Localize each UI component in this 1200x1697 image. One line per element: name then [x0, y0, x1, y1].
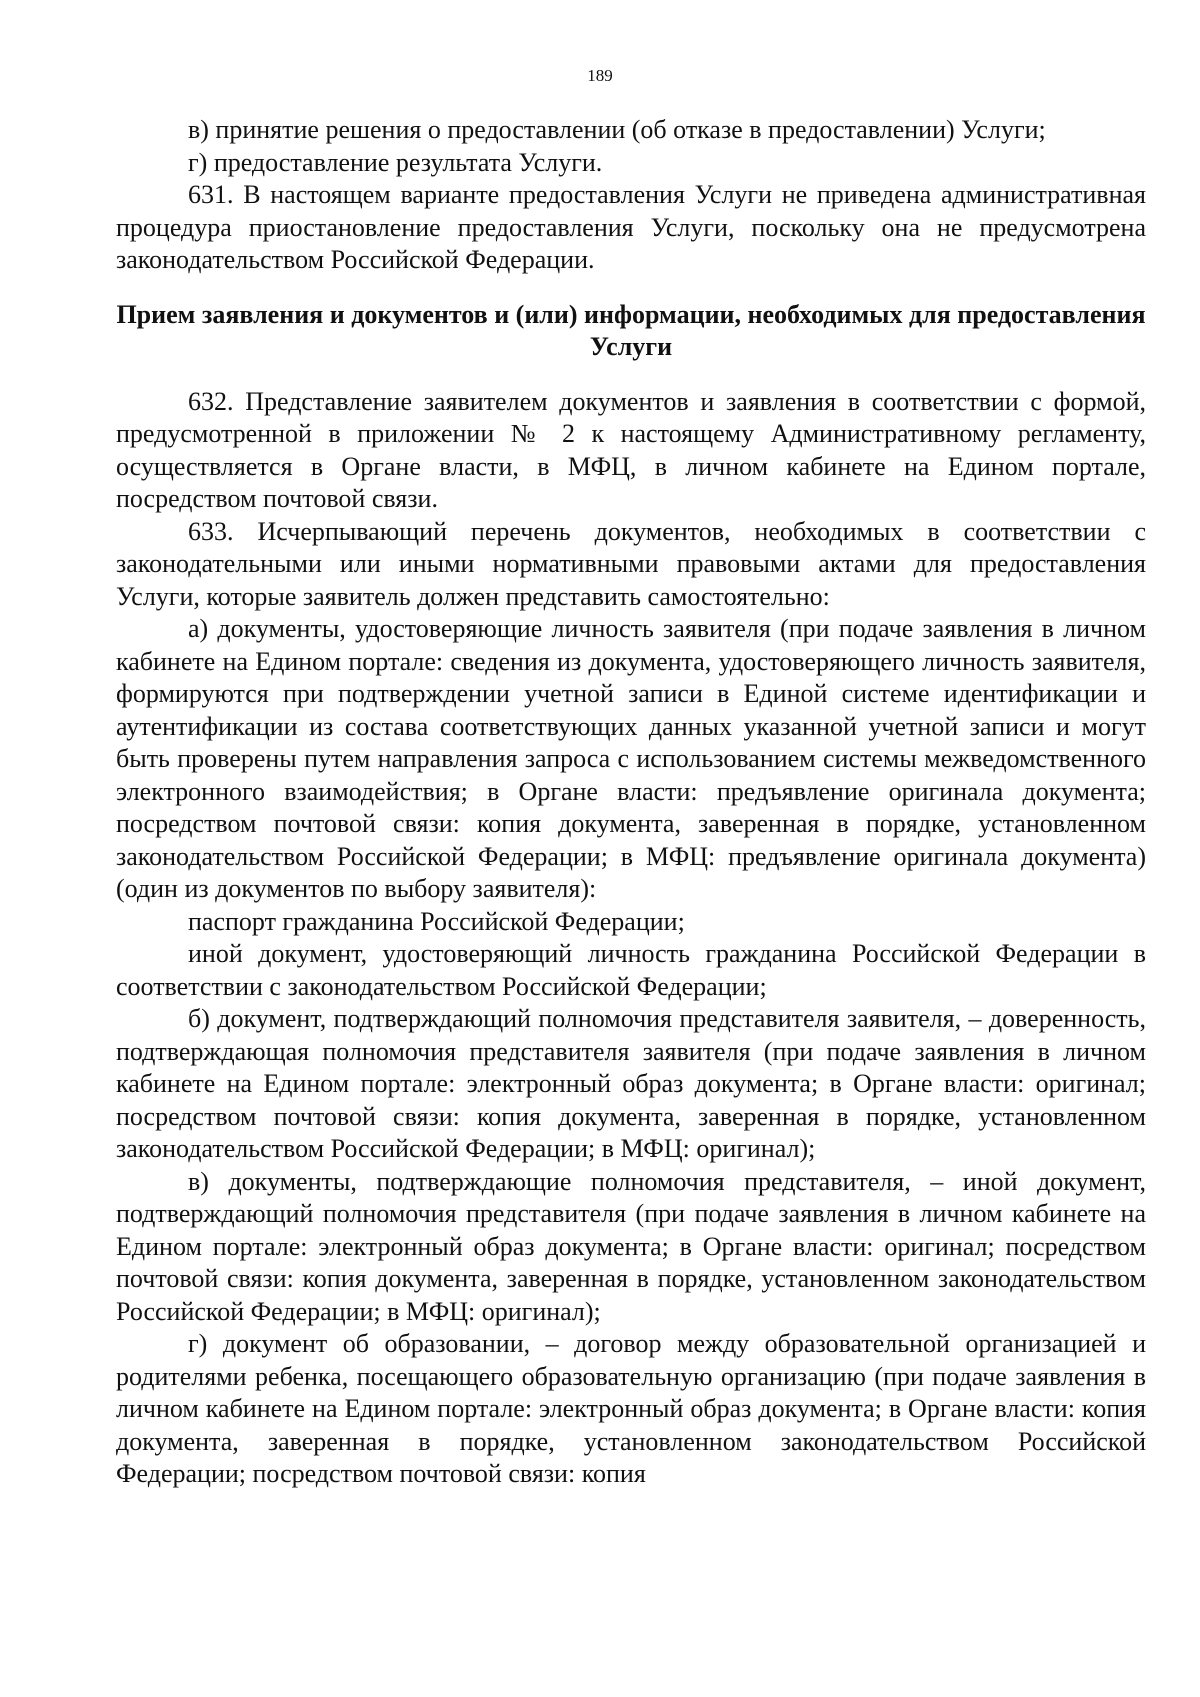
item-g: г) предоставление результата Услуги.: [188, 147, 603, 177]
list-item-g: г) документ об образовании, – договор между образовательной организацией и родителями ребенка, посещающего образовательную организацию (при подаче заявления в личном кабинете на Едином портале: электронный образ документа; в Органе власти: копия документа, заверенная в порядке, установленном законодательством Российской Федерации; посредством почтовой связи: копия: [116, 1329, 1146, 1488]
list-item-b: б) документ, подтверждающий полномочия представителя заявителя, – доверенность, подтверждающая полномочия представителя заявителя (при подаче заявления в личном кабинете на Едином портале: электронный образ документа; в Органе власти: оригинал; посредством почтовой связи: копия документа, заверенная в порядке, установленном законодательством Российской Федерации; в МФЦ: оригинал);: [116, 1004, 1146, 1163]
paragraph-632: 632. Представление заявителем документов и заявления в соответствии с формой, предусмотренной в приложении № 2 к настоящему Административному регламенту, осуществляется в Органе власти, в МФЦ, в личном кабинете на Едином портале, посредством почтовой связи.: [116, 386, 1146, 513]
item-v: в) принятие решения о предоставлении (об отказе в предоставлении) Услуги;: [188, 115, 1046, 144]
list-item-v: в) документы, подтверждающие полномочия представителя, – иной документ, подтверждающий полномочия представителя (при подаче заявления в личном кабинете на Едином портале: электронный образ документа; в Органе власти: оригинал; посредством почтовой связи: копия документа, заверенная в порядке, установленном законодательством Российской Федерации; в МФЦ: оригинал);: [116, 1166, 1146, 1326]
section-heading: Прием заявления и документов и (или) информации, необходимых для предоставления Услуги: [116, 299, 1146, 361]
paragraph-633: 633. Исчерпывающий перечень документов, необходимых в соответствии с законодательными или иными нормативными правовыми актами для предоставления Услуги, которые заявитель должен представить самостоятельно:: [116, 516, 1146, 611]
paragraph-631: 631. В настоящем варианте предоставления Услуги не приведена административная процедура приостановление предоставления Услуги, поскольку она не предусмотрена законодательством Российской Федерации.: [116, 180, 1146, 274]
list-item-a: а) документы, удостоверяющие личность заявителя (при подаче заявления в личном кабинете на Едином портале: сведения из документа, удостоверяющего личность заявителя, формируются при подтверждении учетной записи в Единой системе идентификации и аутентификации из состава соответствующих данных указанной учетной записи и могут быть проверены путем направления запроса с использованием системы межведомственного электронного взаимодействия; в Органе власти: предъявление оригинала документа; посредством почтовой связи: копия документа, заверенная в порядке, установленном законодательством Российской Федерации; в МФЦ: предъявление оригинала документа) (один из документов по выбору заявителя):: [116, 614, 1146, 903]
document-body: [116, 114, 1146, 1491]
list-item-a-passport: паспорт гражданина Российской Федерации;: [188, 906, 685, 936]
page-number: 189: [587, 66, 613, 85]
list-item-a-other-id: иной документ, удостоверяющий личность гражданина Российской Федерации в соответствии с законодательством Российской Федерации;: [116, 939, 1146, 1001]
